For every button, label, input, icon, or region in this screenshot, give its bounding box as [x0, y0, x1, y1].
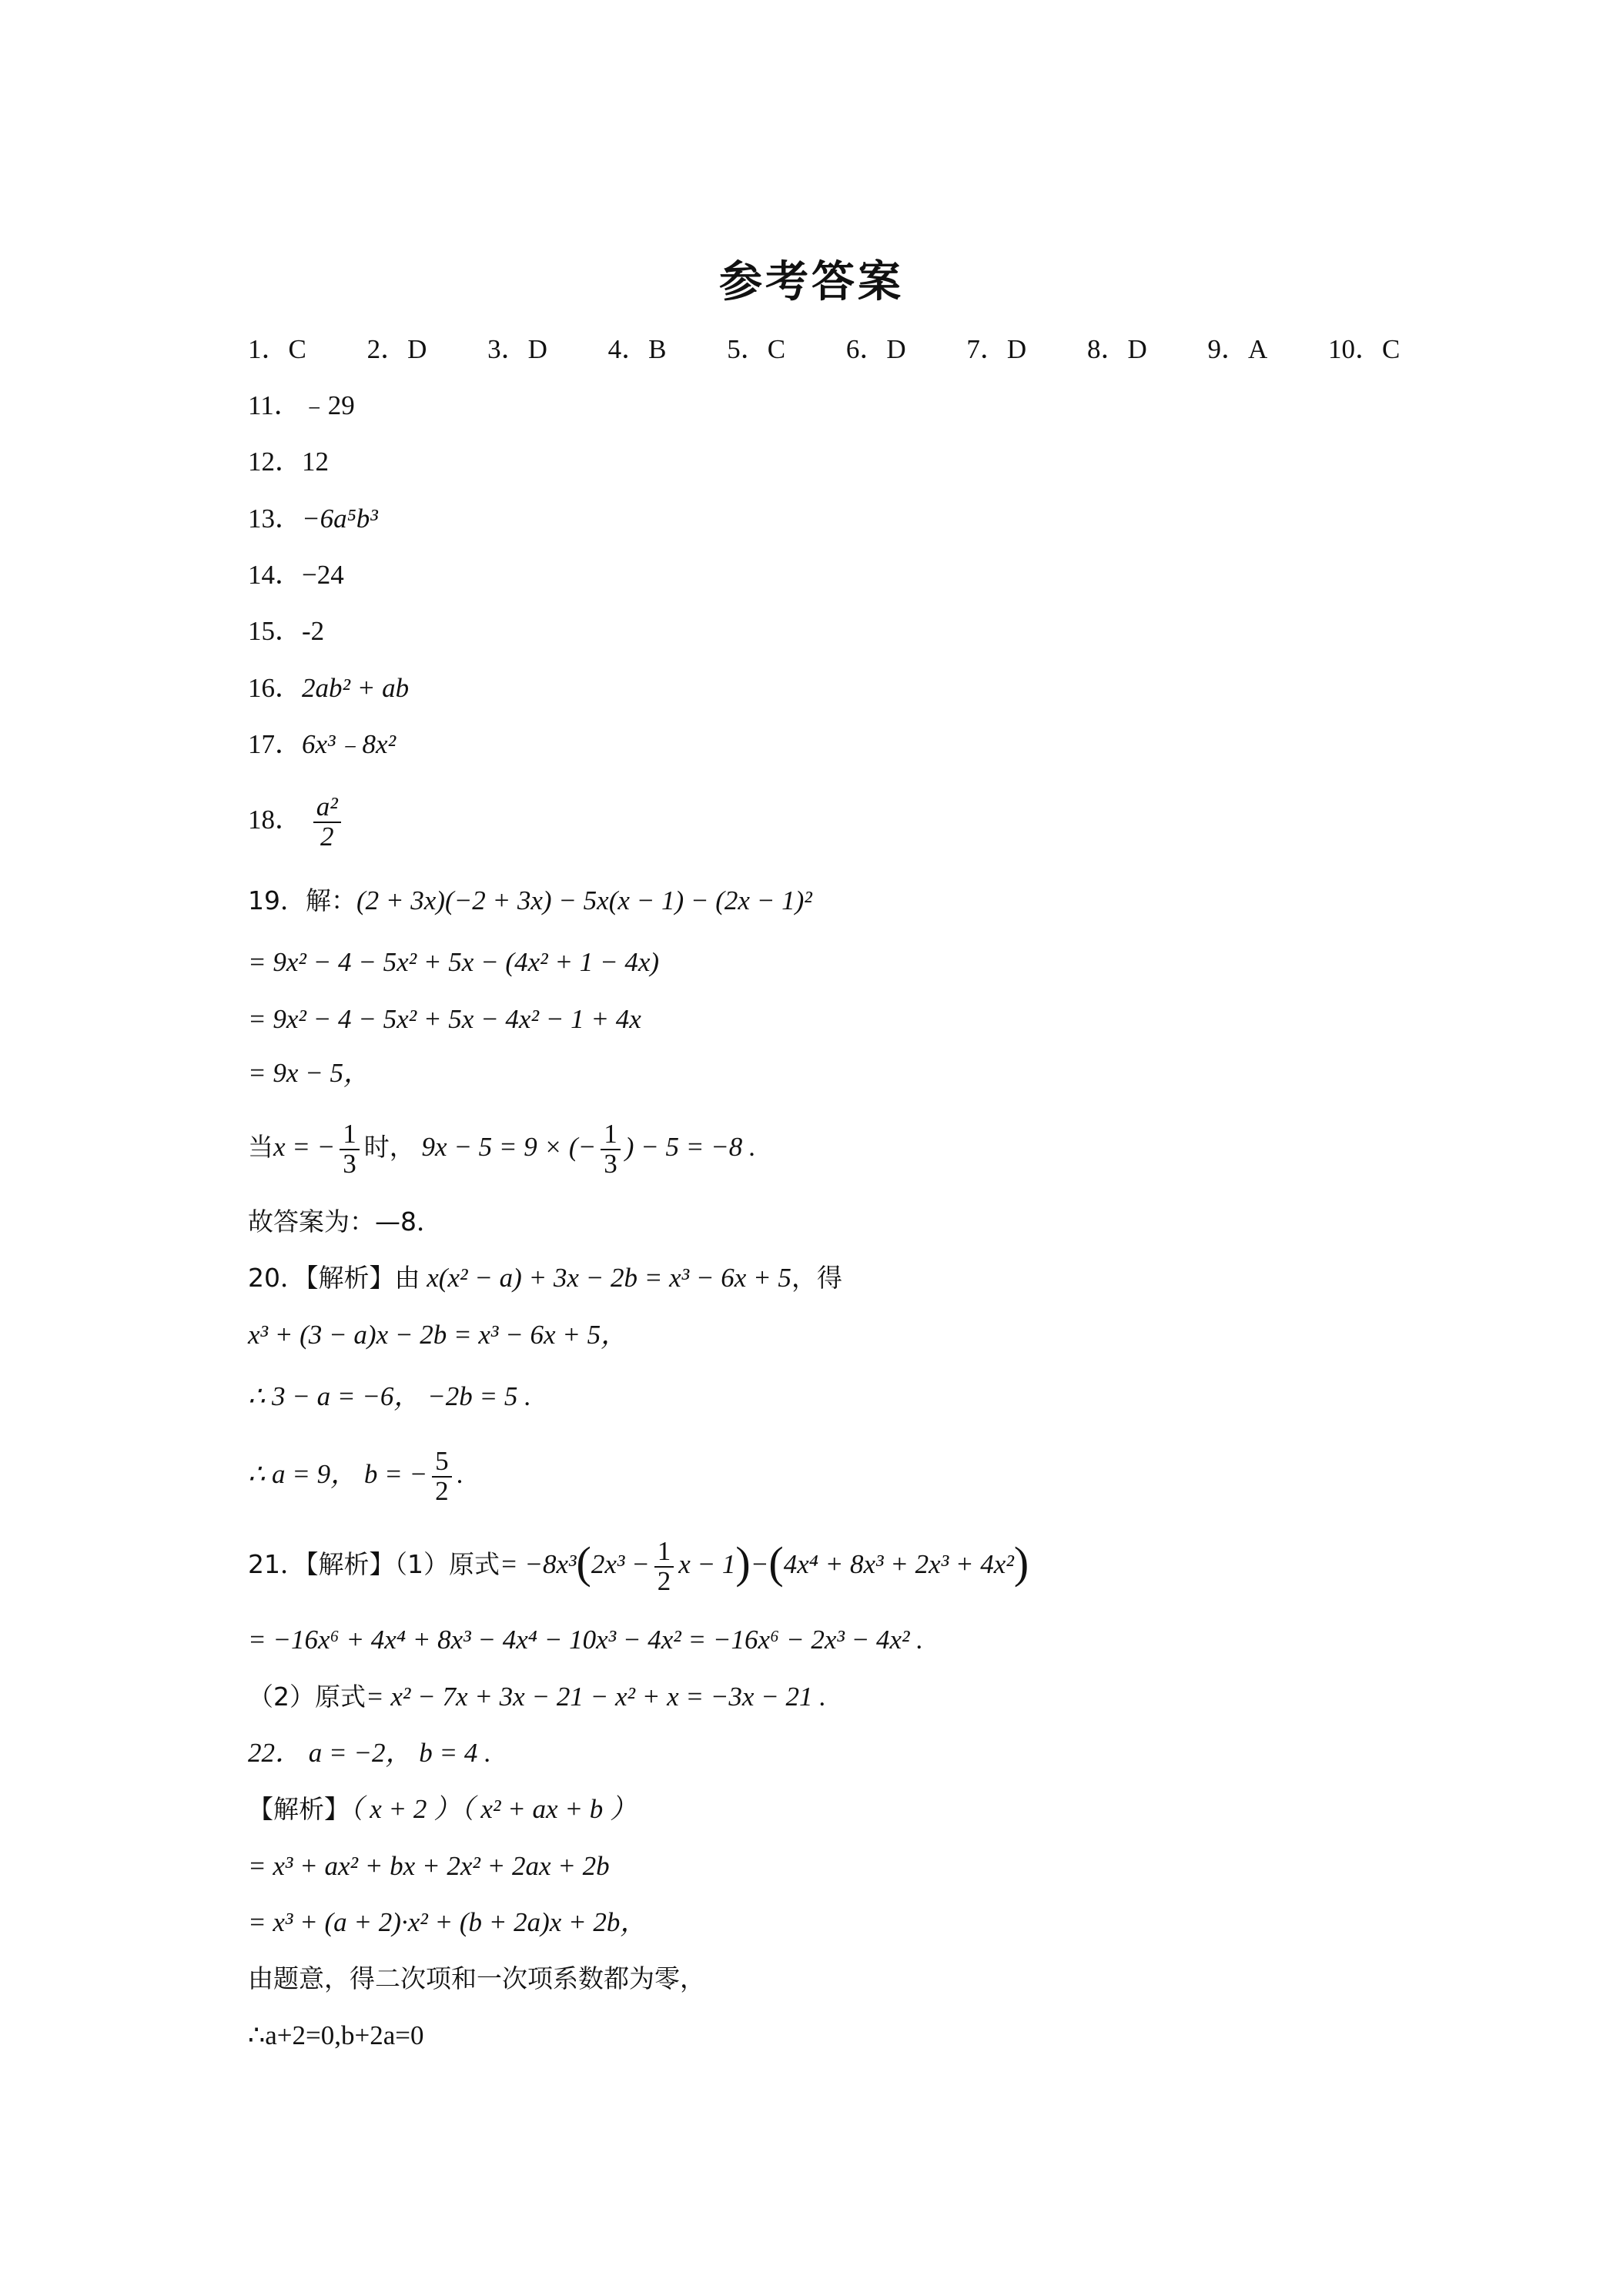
mc-answer: 5．C [727, 334, 786, 364]
mc-answer: 2．D [366, 334, 427, 364]
answer-12: 12．12 [248, 447, 330, 477]
answer-16-expr: 2ab² + ab [302, 673, 410, 703]
mc-answer: 4．B [607, 334, 667, 364]
solution-step: = x³ + ax² + bx + 2x² + 2ax + 2b [248, 1851, 610, 1881]
answer-22-analysis: 【解析】（ x + 2 ）（ x² + ax + b ） [248, 1794, 637, 1824]
answer-19: 19．解：(2 + 3x)(−2 + 3x) − 5x(x − 1) − (2x − 1)² [248, 885, 812, 915]
answer-19-conclusion: 故答案为：—8． [248, 1207, 442, 1237]
solution-step: = 9x² − 4 − 5x² + 5x − (4x² + 1 − 4x) [248, 947, 660, 977]
answer-22: 22． a = −2， b = 4 . [248, 1738, 491, 1768]
mc-answer: 3．D [487, 334, 547, 364]
fraction: $\frac{\text{a²}}{2}$ [313, 793, 341, 852]
answer-21: 21．【解析】（1）原式= −8x³(2x³ − $\frac{1}{2}$ x − 1)−(4x⁴ + 8x³ + 2x³ + 4x²) [248, 1536, 1029, 1596]
fraction: $\frac{5}{2}$ [432, 1448, 452, 1506]
fraction: $\frac{1}{2}$ [654, 1538, 674, 1596]
answer-17-expr: 6x³﹣8x² [302, 729, 397, 759]
mc-answer: 9．A [1207, 334, 1268, 364]
answer-20: 20．【解析】由 x(x² − a) + 3x − 2b = x³ − 6x + 5，得 [248, 1263, 842, 1293]
answer-13: 13．−6a⁵b³ [248, 504, 378, 534]
solution-step: = 9x² − 4 − 5x² + 5x − 4x² − 1 + 4x [248, 1004, 641, 1034]
answer-15: 15．-2 [248, 616, 325, 646]
answer-11: 11．﹣29 [248, 390, 355, 420]
solution-step: = x³ + (a + 2)·x² + (b + 2a)x + 2b， [248, 1907, 648, 1937]
answer-14: 14．−24 [248, 560, 344, 590]
solution-step: = −16x⁶ + 4x⁴ + 8x³ − 4x⁴ − 10x³ − 4x² = −16x⁶ − 2x³ − 4x² . [248, 1625, 923, 1655]
substitution-line: 当x = − $\frac{1}{3}$ 时， 9x − 5 = 9 × (− $\frac{1}{3}$ ) − 5 = −8 . [248, 1119, 756, 1179]
solution-step: = 9x − 5， [248, 1058, 371, 1088]
answer-19-expr: (2 + 3x)(−2 + 3x) − 5x(x − 1) − (2x − 1)² [356, 885, 812, 915]
solution-reason: 由题意，得二次项和一次项系数都为零， [248, 1963, 705, 1993]
answer-13-expr: −6a⁵b³ [302, 504, 378, 534]
mc-answer: 7．D [966, 334, 1027, 364]
answer-21-part2: （2）原式= x² − 7x + 3x − 21 − x² + x = −3x − 21 . [248, 1682, 827, 1712]
mc-answer: 1．C [248, 334, 306, 364]
mc-answer: 10．C [1328, 334, 1400, 364]
multiple-choice-answers [248, 333, 1400, 366]
fraction: $\frac{1}{3}$ [340, 1120, 360, 1179]
mc-answer: 8．D [1086, 334, 1147, 364]
solution-step: x³ + (3 − a)x − 2b = x³ − 6x + 5， [248, 1320, 628, 1350]
solution-step: ∴ 3 − a = −6， −2b = 5 . [248, 1381, 531, 1411]
answer-16: 16．2ab² + ab [248, 673, 410, 703]
mc-answer: 6．D [845, 334, 906, 364]
answer-17: 17．6x³﹣8x² [248, 729, 397, 759]
answer-18: 18． $\frac{\text{a²}}{2}$ [248, 793, 346, 852]
answer-20-expr: x(x² − a) + 3x − 2b = x³ − 6x + 5 [427, 1263, 791, 1293]
fraction: $\frac{1}{3}$ [601, 1120, 621, 1179]
solution-step: ∴ a = 9， b = − $\frac{5}{2}$ . [248, 1446, 463, 1506]
page-title: 参考答案 [719, 257, 904, 307]
solution-conclusion: ∴a+2=0,b+2a=0 [248, 2020, 424, 2050]
